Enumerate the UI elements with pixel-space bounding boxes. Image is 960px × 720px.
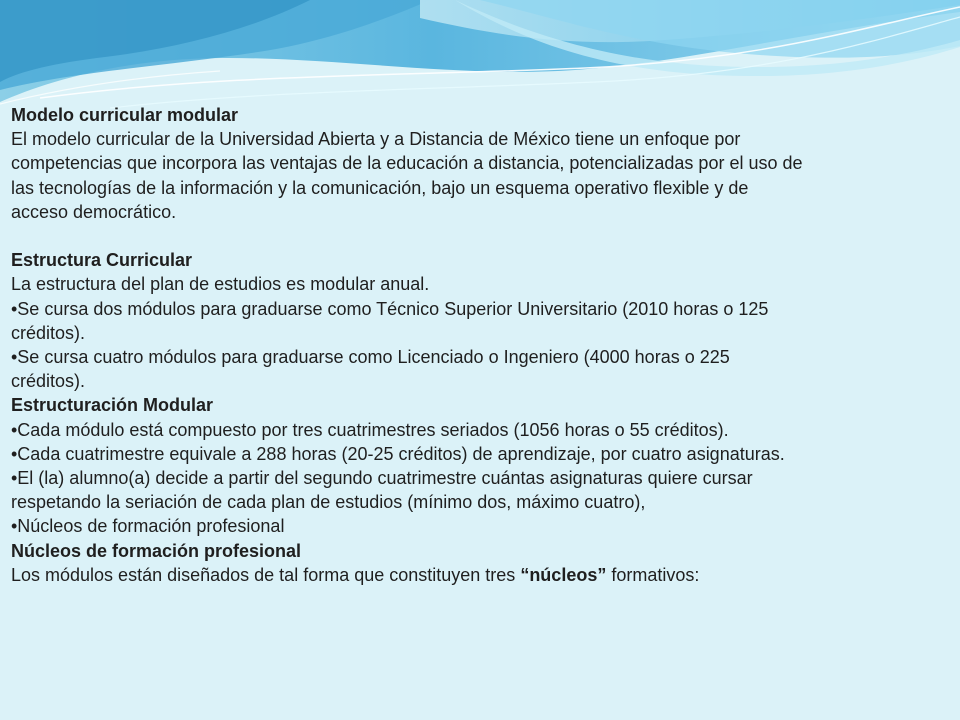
- section-title-modelo: Modelo curricular modular: [11, 105, 239, 125]
- section1-line: El modelo curricular de la Universidad Abierta y a Distancia de México tiene un enfoque por: [11, 129, 741, 150]
- section3-line: •Núcleos de formación profesional: [11, 516, 285, 537]
- section4-suffix: formativos:: [606, 564, 700, 585]
- section1-line: competencias que incorpora las ventajas de la educación a distancia, potencializadas por el uso de: [11, 153, 803, 174]
- section1-line: las tecnologías de la información y la comunicación, bajo un esquema operativo flexible y de: [11, 177, 749, 198]
- section4-line: [11, 563, 951, 587]
- section-title-estructura: Estructura Curricular: [11, 250, 193, 271]
- section2-line: créditos).: [11, 371, 86, 392]
- section1-line: acceso democrático.: [11, 201, 177, 222]
- section2-line: •Se cursa dos módulos para graduarse como Técnico Superior Universitario (2010 horas o 125: [11, 298, 769, 319]
- section-title-nucleos: Núcleos de formación profesional: [11, 540, 302, 561]
- section3-line: •El (la) alumno(a) decide a partir del segundo cuatrimestre cuántas asignaturas quiere cursar: [11, 468, 753, 489]
- section2-line: La estructura del plan de estudios es modular anual.: [11, 274, 430, 295]
- section2-line: créditos).: [11, 322, 86, 343]
- section3-line: respetando la seriación de cada plan de estudios (mínimo dos, máximo cuatro),: [11, 492, 646, 513]
- section3-line: •Cada cuatrimestre equivale a 288 horas (20-25 créditos) de aprendizaje, por cuatro asignaturas.: [11, 443, 785, 464]
- slide-body: [11, 103, 951, 587]
- section3-line: •Cada módulo está compuesto por tres cuatrimestres seriados (1056 horas o 55 créditos).: [11, 419, 729, 440]
- spacer: [11, 224, 951, 248]
- section-title-estructuracion: Estructuración Modular: [11, 395, 214, 416]
- section4-prefix: Los módulos están diseñados de tal forma que constituyen tres: [11, 564, 521, 585]
- section2-line: •Se cursa cuatro módulos para graduarse como Licenciado o Ingeniero (4000 horas o 225: [11, 347, 730, 368]
- section4-bold-term: “núcleos”: [520, 564, 607, 585]
